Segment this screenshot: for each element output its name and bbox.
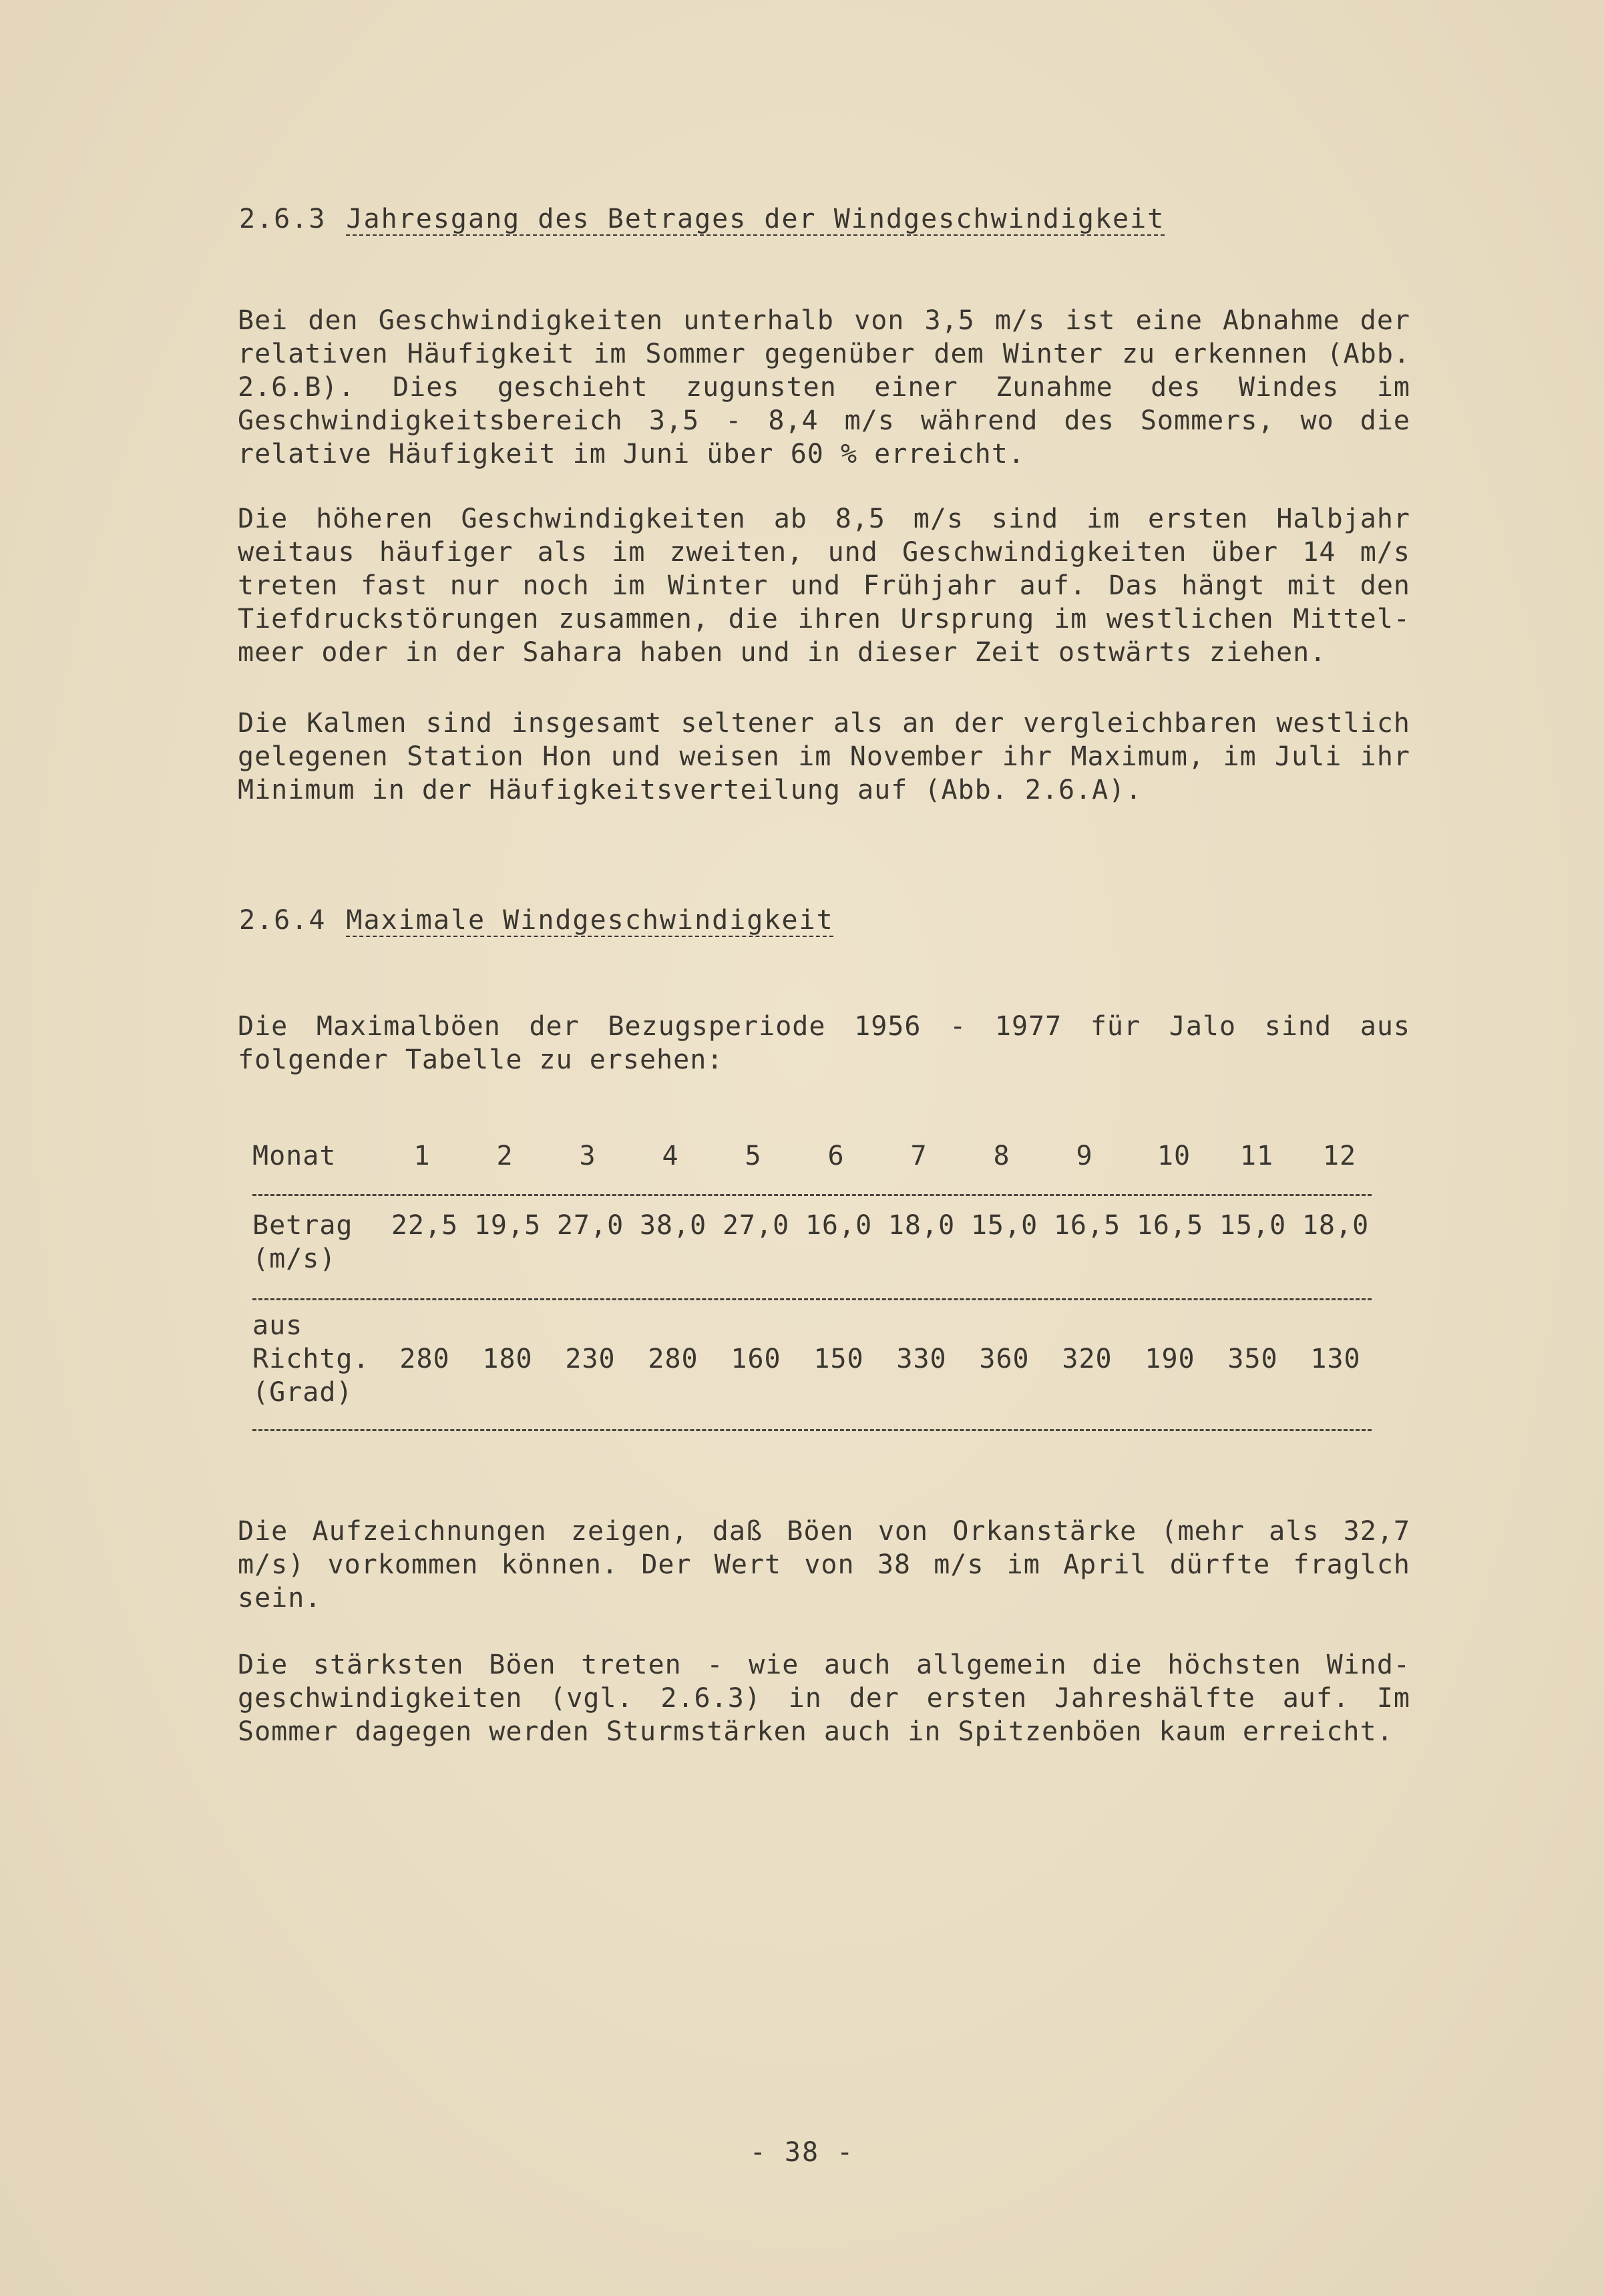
month-cell: 6 (827, 1141, 845, 1171)
month-cell: 3 (579, 1141, 596, 1171)
betrag-unit: (m/s) (252, 1243, 337, 1274)
month-cell: 12 (1322, 1141, 1357, 1171)
richtung-label-1: aus (252, 1310, 303, 1341)
betrag-cell: 18,0 (1301, 1210, 1370, 1241)
betrag-cell: 15,0 (1219, 1210, 1287, 1241)
betrag-cell: 38,0 (639, 1210, 707, 1241)
section-title: Jahresgang des Betrages der Windgeschwindigkeit (346, 204, 1165, 234)
paragraph-2: Die höheren Geschwindigkeiten ab 8,5 m/s sind im ersten Halbjahr weitaus häufiger als im zweiten, und Geschwindigkeiten über 14 m/s treten fast nur noch im Winter und Frühjahr auf. Das hängt mit den Tiefdruckstörungen zusammen, die ihren Ursprung im westlichen Mittel-meer oder in der Sahara haben und in dieser Zeit ostwärts ziehen. (238, 504, 1410, 668)
betrag-cell: 22,5 (391, 1210, 459, 1241)
betrag-cell: 19,5 (473, 1210, 542, 1241)
month-cell: 4 (662, 1141, 679, 1171)
paragraph-5: Die stärksten Böen treten - wie auch allgemein die höchsten Wind-geschwindigkeiten (vgl. 2.6.3) in der ersten Jahreshälfte auf. Im Sommer dagegen werden Sturmstärken auch in Spitzenböen kaum erreicht. (238, 1650, 1410, 1747)
richtung-cell: 280 (399, 1344, 450, 1374)
month-cell: 5 (745, 1141, 762, 1171)
section-title: Maximale Windgeschwindigkeit (346, 905, 834, 936)
richtung-cell: 130 (1310, 1344, 1361, 1374)
richtung-unit: (Grad) (252, 1377, 353, 1408)
betrag-cell: 27,0 (556, 1210, 624, 1241)
table-rule (252, 1194, 1372, 1196)
table-intro: Die Maximalböen der Bezugsperiode 1956 - 1977 für Jalo sind aus folgender Tabelle zu ersehen: (238, 1011, 1410, 1075)
betrag-cell: 27,0 (722, 1210, 790, 1241)
betrag-cell: 15,0 (970, 1210, 1038, 1241)
richtung-label-2: Richtg. (252, 1344, 370, 1374)
richtung-cell: 320 (1062, 1344, 1113, 1374)
month-cell: 10 (1157, 1141, 1191, 1171)
richtung-cell: 230 (565, 1344, 616, 1374)
betrag-cell: 16,0 (805, 1210, 873, 1241)
month-cell: 7 (910, 1141, 928, 1171)
betrag-cell: 16,5 (1053, 1210, 1121, 1241)
table-header-label: Monat (252, 1141, 337, 1171)
paragraph-1: Bei den Geschwindigkeiten unterhalb von 3,5 m/s ist eine Abnahme der relativen Häufigkeit im Sommer gegenüber dem Winter zu erkennen (Abb. 2.6.B). Dies geschieht zugunsten einer Zunahme des Windes im Geschwindigkeitsbereich 3,5 - 8,4 m/s während des Sommers, wo die relative Häufigkeit im Juni über 60 % erreicht. (238, 305, 1410, 469)
section-number: 2.6.4 (239, 905, 327, 936)
betrag-cell: 18,0 (887, 1210, 956, 1241)
month-cell: 8 (993, 1141, 1010, 1171)
paragraph-3: Die Kalmen sind insgesamt seltener als an der vergleichbaren westlich gelegenen Station Hon und weisen im November ihr Maximum, im Juli ihr Minimum in der Häufigkeitsverteilung auf (Abb. 2.6.A). (238, 708, 1410, 805)
paragraph-4: Die Aufzeichnungen zeigen, daß Böen von Orkanstärke (mehr als 32,7 m/s) vorkommen können. Der Wert von 38 m/s im April dürfte fraglch sein. (238, 1516, 1410, 1613)
month-cell: 11 (1239, 1141, 1274, 1171)
table-rule (252, 1298, 1372, 1300)
section-heading-2-6-4 (239, 905, 834, 936)
richtung-cell: 150 (813, 1344, 864, 1374)
section-number: 2.6.3 (239, 204, 327, 234)
betrag-label: Betrag (252, 1210, 353, 1241)
richtung-cell: 330 (896, 1344, 947, 1374)
month-cell: 2 (496, 1141, 514, 1171)
month-cell: 1 (413, 1141, 431, 1171)
richtung-cell: 160 (731, 1344, 781, 1374)
month-cell: 9 (1076, 1141, 1093, 1171)
richtung-cell: 280 (648, 1344, 698, 1374)
betrag-cell: 16,5 (1136, 1210, 1204, 1241)
page-number: - 38 - (749, 2137, 855, 2168)
richtung-cell: 180 (482, 1344, 533, 1374)
richtung-cell: 190 (1145, 1344, 1195, 1374)
table-rule (252, 1429, 1372, 1431)
section-heading-2-6-3 (239, 204, 1165, 234)
richtung-cell: 360 (979, 1344, 1030, 1374)
richtung-cell: 350 (1227, 1344, 1278, 1374)
